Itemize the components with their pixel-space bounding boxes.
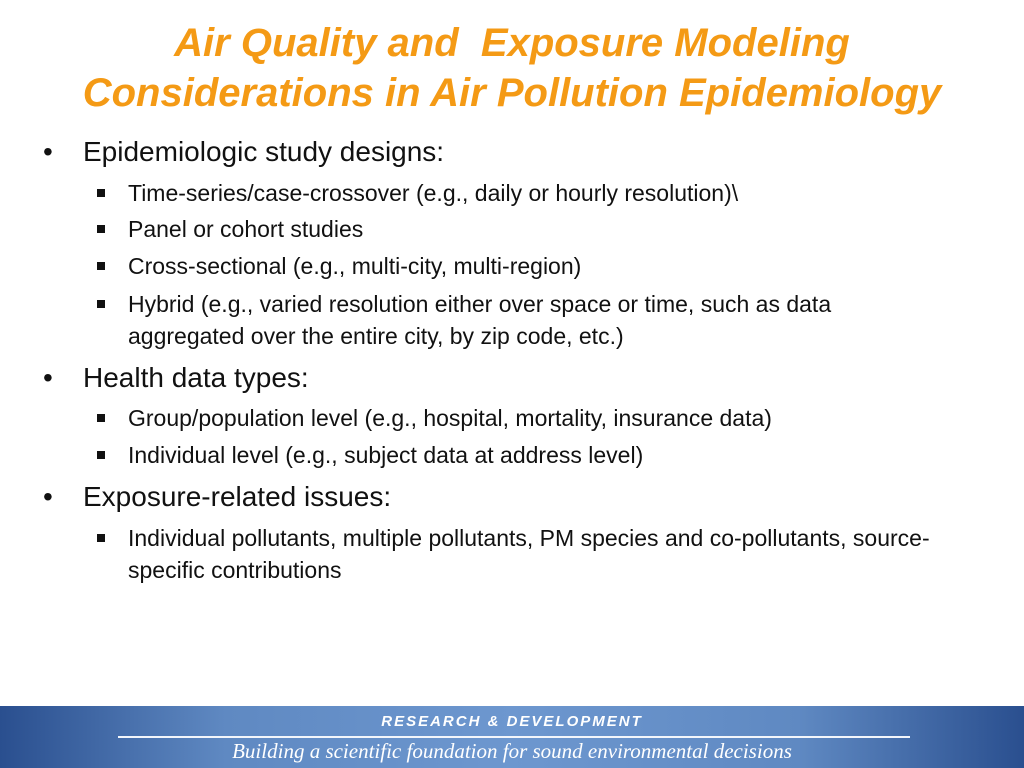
sub-bullet (97, 402, 937, 434)
sub-bullet (97, 288, 937, 352)
slide-title-line-2: Considerations in Air Pollution Epidemiology (82, 71, 942, 115)
bullet-heading: Epidemiologic study designs: (83, 136, 445, 167)
sub-bullet-text: Time-series/case-crossover (e.g., daily or hourly resolution)\ (128, 180, 739, 206)
bullet-dot-icon: • (43, 362, 53, 393)
footer-divider (118, 736, 910, 738)
sub-bullet-text: Individual level (e.g., subject data at address level) (128, 442, 644, 468)
sub-bullet (97, 439, 937, 471)
square-bullet-icon (97, 262, 105, 270)
sub-bullet (97, 177, 937, 209)
footer-org-label: RESEARCH & DEVELOPMENT (381, 713, 643, 730)
bullet-heading: Health data types: (83, 362, 309, 393)
square-bullet-icon (97, 414, 105, 422)
footer-banner (0, 706, 1024, 768)
sub-bullet-text: Group/population level (e.g., hospital, mortality, insurance data) (128, 405, 772, 431)
sub-bullet-text: Hybrid (e.g., varied resolution either over space or time, such as data aggregated over the entire city, by zip code, etc.) (128, 291, 832, 349)
slide-title-line-1: Air Quality and Exposure Modeling (174, 21, 850, 65)
sub-bullet-text: Cross-sectional (e.g., multi-city, multi-region) (128, 253, 582, 279)
sub-bullet (97, 213, 937, 245)
square-bullet-icon (97, 225, 105, 233)
bullet-heading: Exposure-related issues: (83, 481, 392, 512)
bullet-dot-icon: • (43, 136, 53, 167)
square-bullet-icon (97, 300, 105, 308)
sub-bullet-text: Individual pollutants, multiple pollutants, PM species and co-pollutants, source-specific contributions (128, 525, 930, 583)
sub-bullet (97, 522, 937, 586)
sub-bullet-text: Panel or cohort studies (128, 216, 364, 242)
sub-bullet (97, 250, 937, 282)
square-bullet-icon (97, 451, 105, 459)
square-bullet-icon (97, 189, 105, 197)
square-bullet-icon (97, 534, 105, 542)
bullet-dot-icon: • (43, 481, 53, 512)
footer-tagline: Building a scientific foundation for sound environmental decisions (232, 739, 792, 763)
